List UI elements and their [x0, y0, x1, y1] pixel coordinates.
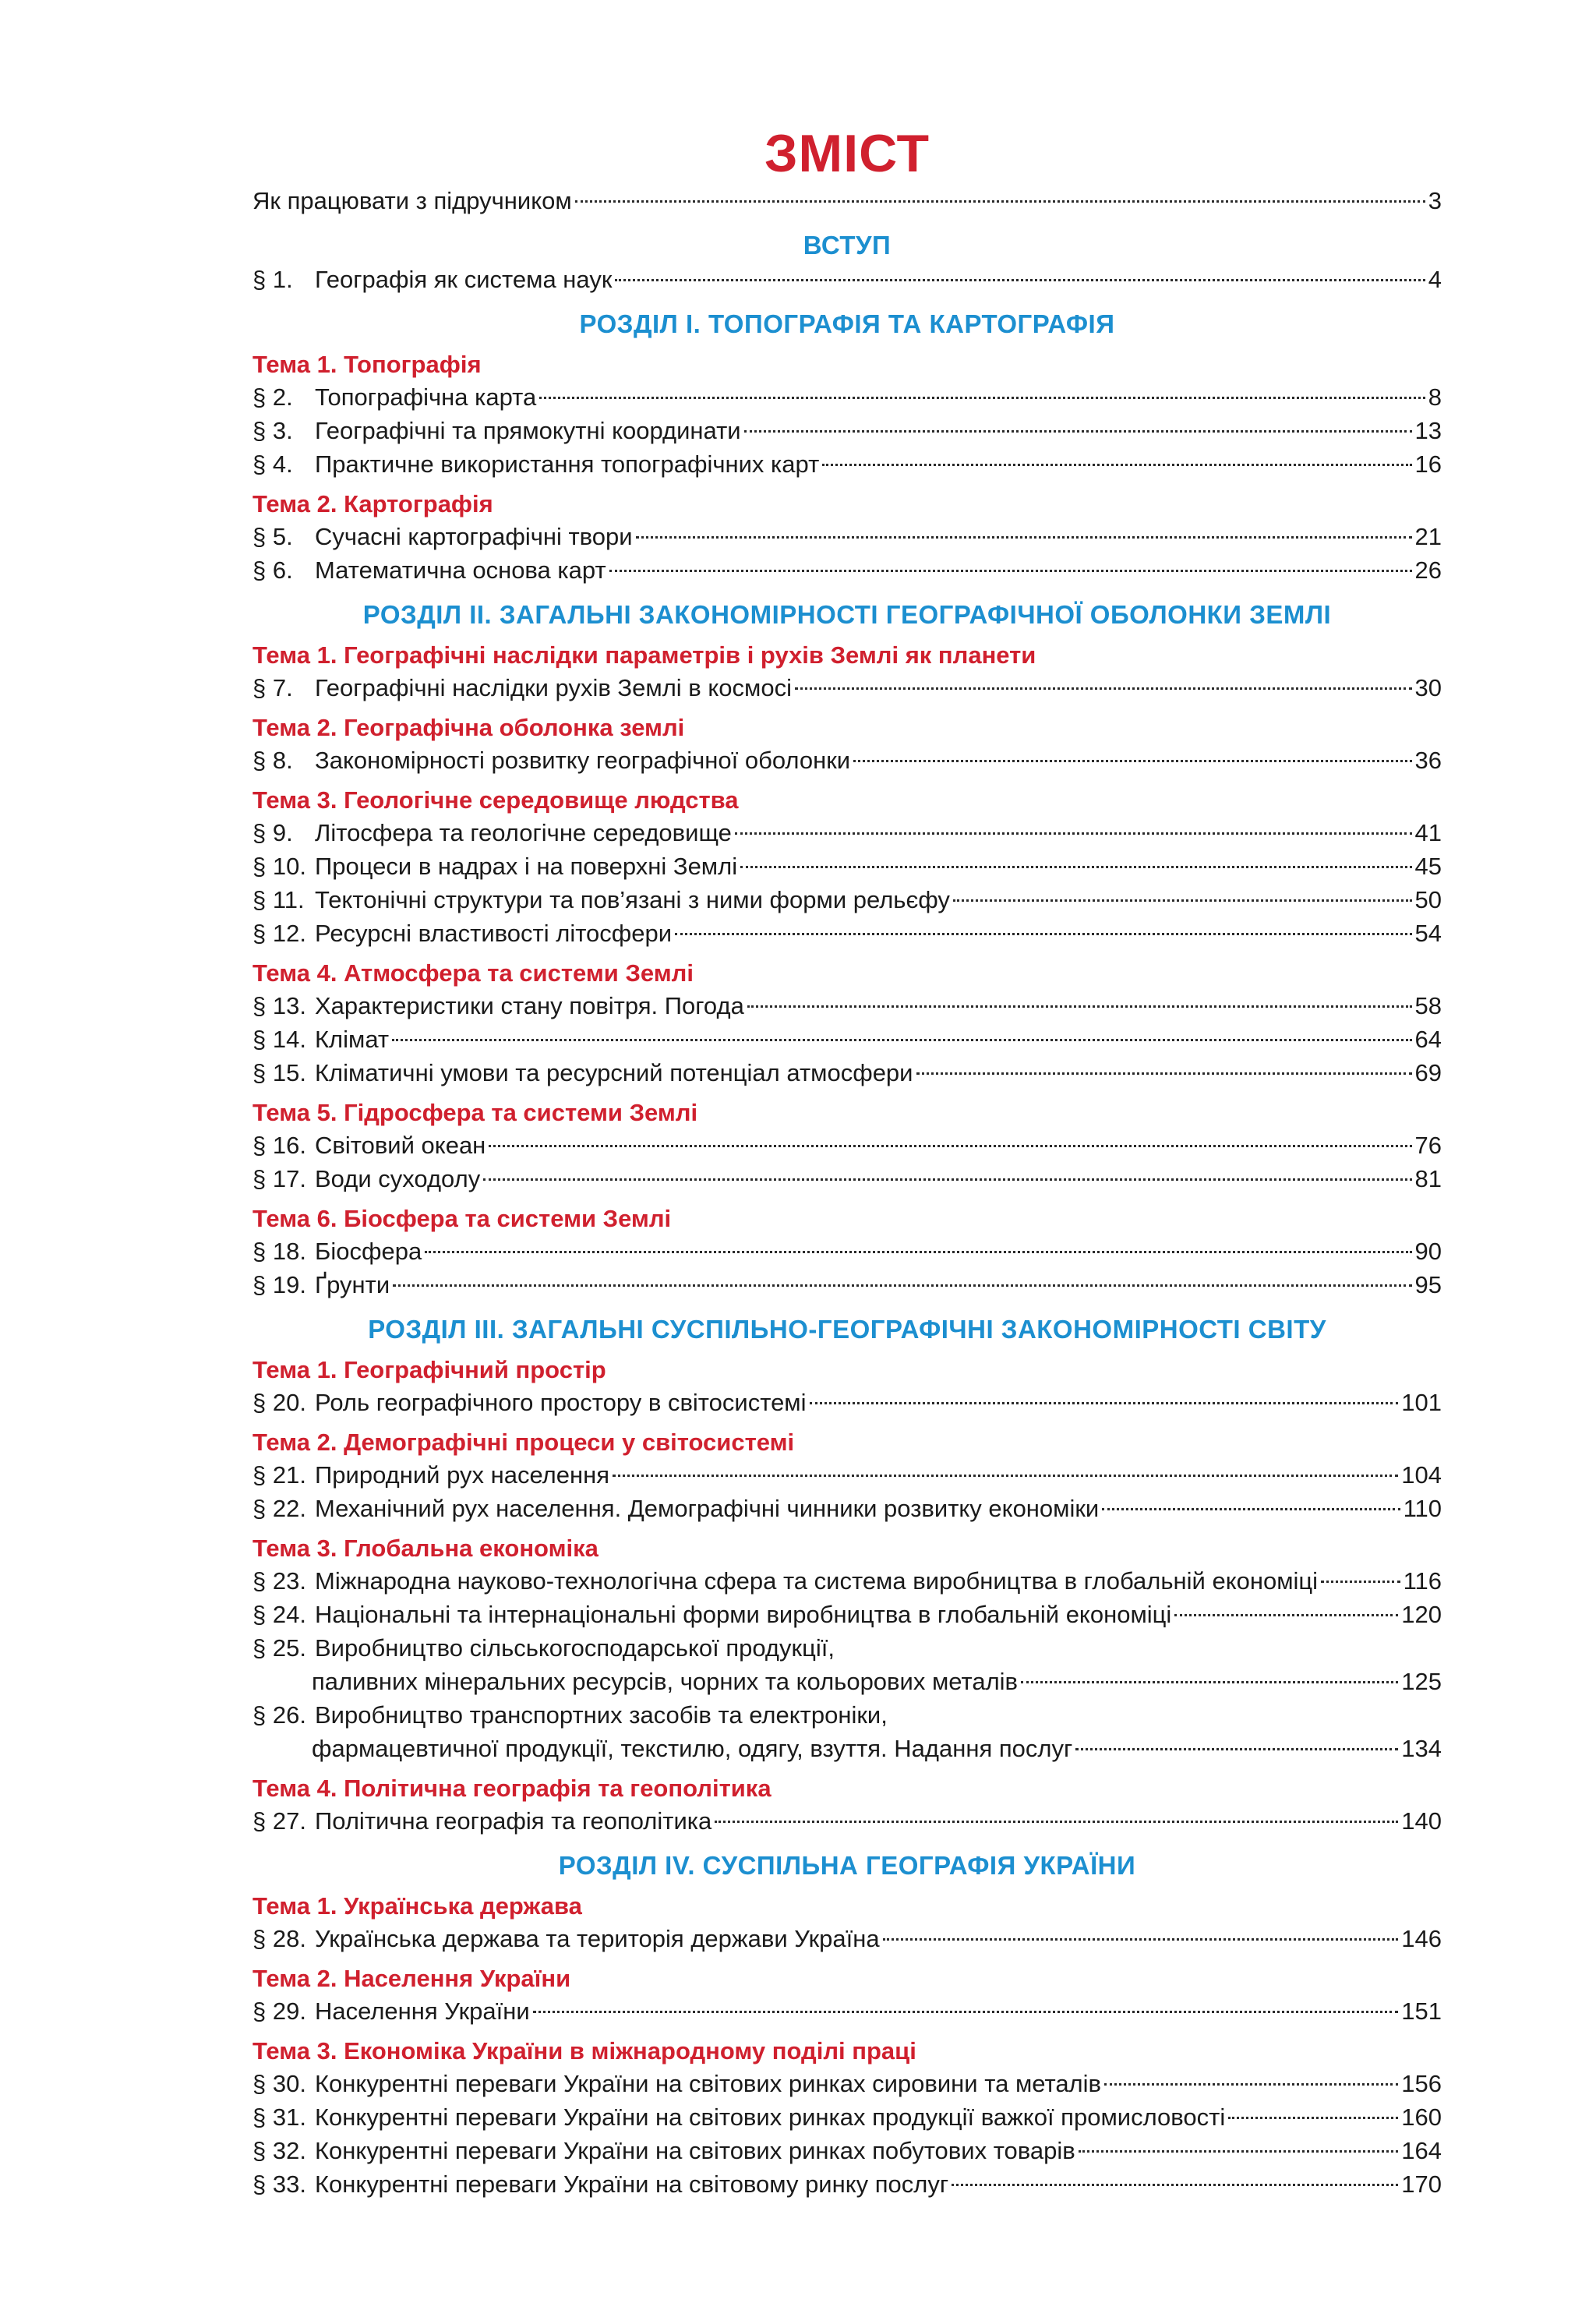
entry-number: § 30. — [252, 2070, 306, 2097]
toc-entry[interactable] — [252, 1598, 1442, 1631]
dot-leader — [675, 933, 1411, 935]
toc-entry[interactable] — [252, 414, 1442, 447]
entry-page: 4 — [1428, 266, 1442, 293]
topic-heading: Тема 4. Атмосфера та системи Землі — [252, 959, 694, 987]
entry-number: § 27. — [252, 1807, 306, 1835]
topic-heading: Тема 2. Демографічні процеси у світосистемі — [252, 1429, 795, 1456]
topic-heading: Тема 2. Населення України — [252, 1965, 571, 1992]
dot-leader — [822, 464, 1411, 466]
entry-text-continued: фармацевтичної продукції, текстилю, одягу, взуття. Надання послуг — [312, 1735, 1073, 1762]
entry-text: Як працювати з підручником — [252, 187, 572, 214]
entry-page: 146 — [1401, 1925, 1442, 1952]
toc-entry[interactable] — [252, 1804, 1442, 1838]
entry-number: § 7. — [252, 674, 293, 701]
toc-entry[interactable] — [252, 380, 1442, 414]
toc-entry-intro[interactable] — [252, 184, 1442, 217]
entry-number: § 18. — [252, 1238, 306, 1265]
entry-text: Кліматичні умови та ресурсний потенціал атмосфери — [315, 1059, 913, 1086]
entry-page: 58 — [1414, 992, 1442, 1019]
dot-leader — [1104, 2083, 1398, 2086]
entry-page: 95 — [1414, 1271, 1442, 1298]
entry-text: Українська держава та територія держави Україна — [315, 1925, 880, 1952]
dot-leader — [747, 1005, 1412, 1008]
entry-page: 45 — [1414, 853, 1442, 880]
dot-leader — [853, 760, 1411, 762]
entry-number: § 4. — [252, 450, 293, 478]
toc-entry[interactable] — [252, 816, 1442, 849]
entry-number: § 31. — [252, 2103, 306, 2131]
entry-text: Географічні та прямокутні координати — [315, 417, 741, 444]
dot-leader — [425, 1251, 1411, 1253]
entry-page: 101 — [1401, 1389, 1442, 1416]
entry-number: § 25. — [252, 1634, 306, 1662]
topic-heading: Тема 4. Політична географія та геополітика — [252, 1775, 772, 1802]
topic-heading: Тема 3. Економіка України в міжнародному поділі праці — [252, 2037, 916, 2065]
topic-heading: Тема 1. Українська держава — [252, 1892, 582, 1920]
dot-leader — [392, 1039, 1411, 1041]
entry-text: Ресурсні властивості літосфери — [315, 920, 673, 947]
entry-text: Тектонічні структури та пов’язані з ними форми рельєфу — [315, 886, 950, 913]
entry-number: § 19. — [252, 1271, 306, 1298]
entry-number: § 23. — [252, 1567, 306, 1595]
section-heading: РОЗДІЛ ІІ. ЗАГАЛЬНІ ЗАКОНОМІРНОСТІ ГЕОГРАФІЧНОЇ ОБОЛОНКИ ЗЕМЛІ — [362, 600, 1332, 629]
dot-leader — [795, 687, 1412, 690]
toc-entry[interactable] — [252, 1732, 1442, 1765]
entry-number: § 2. — [252, 383, 293, 411]
entry-text: Топографічна карта — [315, 383, 537, 411]
section-heading: РОЗДІЛ І. ТОПОГРАФІЯ ТА КАРТОГРАФІЯ — [579, 309, 1115, 338]
entry-page: 16 — [1414, 450, 1442, 478]
entry-number: § 13. — [252, 992, 306, 1019]
entry-page: 54 — [1414, 920, 1442, 947]
entry-text: Виробництво транспортних засобів та електроніки, — [315, 1701, 888, 1729]
toc-entry[interactable] — [252, 1023, 1442, 1056]
topic-heading: Тема 3. Геологічне середовище людства — [252, 786, 739, 814]
toc-entry[interactable] — [252, 553, 1442, 587]
entry-page: 110 — [1403, 1495, 1442, 1522]
dot-leader — [539, 397, 1425, 399]
entry-number: § 10. — [252, 853, 306, 880]
dot-leader — [1228, 2117, 1398, 2119]
toc-entry[interactable] — [252, 2100, 1442, 2134]
entry-text: Практичне використання топографічних карт — [315, 450, 820, 478]
toc-entry[interactable] — [252, 2067, 1442, 2100]
entry-text: Механічний рух населення. Демографічні чинники розвитку економіки — [315, 1495, 1100, 1522]
toc-entry[interactable] — [252, 1162, 1442, 1196]
dot-leader — [533, 2011, 1399, 2013]
topic-heading: Тема 1. Топографія — [252, 351, 482, 378]
toc-entry[interactable] — [252, 744, 1442, 777]
dot-leader — [615, 279, 1425, 281]
entry-page: 8 — [1428, 383, 1442, 411]
entry-text: Виробництво сільськогосподарської продукції, — [315, 1634, 835, 1662]
entry-text: Населення України — [315, 1997, 530, 2025]
dot-leader — [393, 1284, 1411, 1287]
topic-heading: Тема 1. Географічні наслідки параметрів і рухів Землі як планети — [252, 641, 1036, 669]
entry-page: 120 — [1401, 1601, 1442, 1628]
topic-heading: Тема 3. Глобальна економіка — [252, 1535, 598, 1562]
dot-leader — [636, 536, 1412, 539]
entry-number: § 26. — [252, 1701, 306, 1729]
entry-text: Закономірності розвитку географічної оболонки — [315, 747, 851, 774]
toc-entry-line[interactable] — [252, 1631, 1442, 1665]
entry-page: 151 — [1401, 1997, 1442, 2025]
entry-number: § 15. — [252, 1059, 306, 1086]
dot-leader — [1102, 1508, 1400, 1510]
entry-page: 125 — [1401, 1668, 1442, 1695]
entry-text: Географія як система наук — [315, 266, 613, 293]
toc-entry[interactable] — [252, 2167, 1442, 2201]
toc-entry[interactable] — [252, 671, 1442, 705]
entry-page: 104 — [1401, 1461, 1442, 1489]
entry-text: Міжнародна науково-технологічна сфера та система виробництва в глобальній економіці — [315, 1567, 1319, 1595]
topic-heading: Тема 6. Біосфера та системи Землі — [252, 1205, 672, 1232]
entry-number: § 6. — [252, 556, 293, 584]
entry-page: 26 — [1414, 556, 1442, 584]
toc-entry[interactable] — [252, 263, 1442, 296]
toc-entry[interactable] — [252, 447, 1442, 481]
entry-text: Політична географія та геополітика — [315, 1807, 712, 1835]
toc-entry[interactable] — [252, 1564, 1442, 1598]
dot-leader — [1321, 1581, 1400, 1583]
topic-heading: Тема 2. Географічна оболонка землі — [252, 714, 685, 741]
dot-leader — [1075, 1748, 1398, 1750]
topic-heading: Тема 2. Картографія — [252, 490, 493, 517]
entry-page: 30 — [1414, 674, 1442, 701]
dot-leader — [744, 430, 1412, 433]
entry-number: § 5. — [252, 523, 293, 550]
dot-leader — [952, 2184, 1398, 2186]
toc-entry[interactable] — [252, 1234, 1442, 1268]
dot-leader — [483, 1178, 1411, 1181]
entry-page: 156 — [1401, 2070, 1442, 2097]
entry-page: 21 — [1414, 523, 1442, 550]
entry-number: § 11. — [252, 886, 305, 913]
entry-number: § 22. — [252, 1495, 306, 1522]
dot-leader — [489, 1145, 1411, 1147]
entry-text: Національні та інтернаціональні форми виробництва в глобальній економіці — [315, 1601, 1172, 1628]
dot-leader — [1021, 1681, 1398, 1683]
toc-entry[interactable] — [252, 883, 1442, 917]
dot-leader — [715, 1821, 1398, 1823]
toc-entry[interactable] — [252, 1922, 1442, 1955]
entry-page: 41 — [1414, 819, 1442, 846]
entry-page: 116 — [1403, 1567, 1442, 1595]
entry-page: 3 — [1428, 187, 1442, 214]
dot-leader — [740, 866, 1411, 868]
topic-heading: Тема 5. Гідросфера та системи Землі — [252, 1099, 698, 1126]
entry-page: 64 — [1414, 1026, 1442, 1053]
entry-number: § 17. — [252, 1165, 306, 1192]
entry-page: 13 — [1414, 417, 1442, 444]
entry-page: 69 — [1414, 1059, 1442, 1086]
entry-page: 164 — [1401, 2137, 1442, 2164]
dot-leader — [735, 832, 1412, 835]
entry-text: Процеси в надрах і на поверхні Землі — [315, 853, 738, 880]
entry-page: 76 — [1414, 1132, 1442, 1159]
toc-entry[interactable] — [252, 917, 1442, 950]
entry-number: § 8. — [252, 747, 293, 774]
entry-text: Сучасні картографічні твори — [315, 523, 633, 550]
entry-number: § 33. — [252, 2170, 306, 2198]
toc-entry[interactable] — [252, 849, 1442, 883]
entry-number: § 28. — [252, 1925, 306, 1952]
entry-number: § 14. — [252, 1026, 306, 1053]
toc-entry[interactable] — [252, 1129, 1442, 1162]
toc-entry-line[interactable] — [252, 1698, 1442, 1732]
page-title: ЗМІСТ — [764, 124, 930, 183]
entry-page: 140 — [1401, 1807, 1442, 1835]
entry-page: 90 — [1414, 1238, 1442, 1265]
entry-number: § 24. — [252, 1601, 306, 1628]
entry-text: Математична основа карт — [315, 556, 606, 584]
toc-entry[interactable] — [252, 1994, 1442, 2028]
entry-text: Характеристики стану повітря. Погода — [315, 992, 744, 1019]
entry-text: Світовий океан — [315, 1132, 486, 1159]
dot-leader — [953, 899, 1412, 902]
section-heading: РОЗДІЛ ІІІ. ЗАГАЛЬНІ СУСПІЛЬНО-ГЕОГРАФІЧНІ ЗАКОНОМІРНОСТІ СВІТУ — [368, 1315, 1326, 1344]
dot-leader — [613, 1475, 1398, 1477]
entry-page: 50 — [1414, 886, 1442, 913]
toc-entry[interactable] — [252, 1665, 1442, 1698]
entry-text: Конкурентні переваги України на світових ринках побутових товарів — [315, 2137, 1075, 2164]
entry-number: § 29. — [252, 1997, 306, 2025]
entry-page: 81 — [1414, 1165, 1442, 1192]
toc-entry[interactable] — [252, 520, 1442, 553]
toc-entry[interactable] — [252, 989, 1442, 1023]
dot-leader — [575, 200, 1425, 203]
entry-text: Конкурентні переваги України на світових ринках сировини та металів — [315, 2070, 1101, 2097]
topic-heading: Тема 1. Географічний простір — [252, 1356, 606, 1383]
entry-text: Клімат — [315, 1026, 390, 1053]
toc-entry[interactable] — [252, 1268, 1442, 1302]
entry-text: Конкурентні переваги України на світовому ринку послуг — [315, 2170, 949, 2198]
entry-text: Ґрунти — [315, 1271, 390, 1298]
entry-number: § 21. — [252, 1461, 306, 1489]
toc-entry[interactable] — [252, 1458, 1442, 1492]
entry-page: 36 — [1414, 747, 1442, 774]
entry-page: 160 — [1401, 2103, 1442, 2131]
entry-number: § 9. — [252, 819, 293, 846]
dot-leader — [916, 1072, 1412, 1075]
entry-text-continued: паливних мінеральних ресурсів, чорних та кольорових металів — [312, 1668, 1019, 1695]
section-heading: РОЗДІЛ IV. СУСПІЛЬНА ГЕОГРАФІЯ УКРАЇНИ — [558, 1851, 1136, 1880]
entry-number: § 3. — [252, 417, 293, 444]
toc-entry[interactable] — [252, 1386, 1442, 1419]
entry-number: § 1. — [252, 266, 293, 293]
toc-entry[interactable] — [252, 1056, 1442, 1090]
entry-text: Роль географічного простору в світосистемі — [315, 1389, 807, 1416]
dot-leader — [609, 570, 1412, 572]
entry-text: Літосфера та геологічне середовище — [315, 819, 732, 846]
entry-text: Географічні наслідки рухів Землі в космосі — [315, 674, 792, 701]
entry-number: § 16. — [252, 1132, 306, 1159]
dot-leader — [1174, 1614, 1398, 1616]
dot-leader — [1079, 2150, 1399, 2153]
table-of-contents — [252, 123, 1442, 2201]
dot-leader — [810, 1402, 1399, 1404]
entry-number: § 32. — [252, 2137, 306, 2164]
toc-body — [252, 228, 1442, 2201]
entry-page: 170 — [1401, 2170, 1442, 2198]
toc-entry[interactable] — [252, 1492, 1442, 1525]
entry-page: 134 — [1401, 1735, 1442, 1762]
dot-leader — [883, 1938, 1399, 1941]
section-heading: ВСТУП — [803, 231, 892, 260]
entry-text: Конкурентні переваги України на світових ринках продукції важкої промисловості — [315, 2103, 1226, 2131]
entry-text: Природний рух населення — [315, 1461, 610, 1489]
entry-text: Біосфера — [315, 1238, 422, 1265]
entry-text: Води суходолу — [315, 1165, 481, 1192]
toc-entry[interactable] — [252, 2134, 1442, 2167]
entry-number: § 12. — [252, 920, 306, 947]
entry-number: § 20. — [252, 1389, 306, 1416]
